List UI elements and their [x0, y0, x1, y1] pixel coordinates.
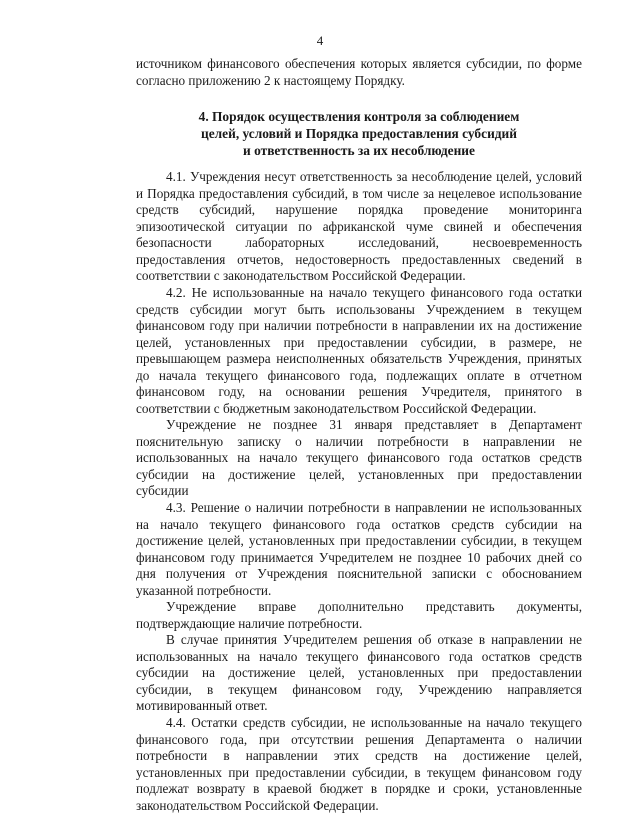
paragraph-line: В случае принятия Учредителем решения об отказе в направлении не [166, 632, 582, 647]
paragraph-refusal [136, 632, 582, 715]
paragraph-4-3 [136, 500, 582, 599]
paragraph-line: предоставления отчетов, недостоверность предоставленных сведений в [136, 251, 582, 267]
intro-line: согласно приложению 2 к настоящему Порядку. [136, 72, 405, 88]
paragraph-line: указанной потребности. [136, 582, 272, 598]
paragraph-line: на начало текущего финансового года остатков средств субсидии на [136, 516, 582, 532]
intro-line: источником финансового обеспечения которых является субсидии, по форме [136, 56, 582, 71]
paragraph-line: и Порядка предоставления субсидий, в том числе за нецелевое использование [136, 185, 582, 201]
paragraph-line: субсидии на достижение целей, установленных при предоставлении [136, 466, 582, 482]
paragraph-line: мотивированный ответ. [136, 698, 268, 714]
paragraph-line: финансового года, при отсутствии решения Департамента о наличии [136, 731, 582, 747]
paragraph-explanatory-note [136, 417, 582, 500]
section-heading [136, 108, 582, 159]
paragraph-line: 4.2. Не использованные на начало текущего финансового года остатки [166, 285, 582, 300]
paragraph-line: установленных при предоставлении субсидии, в текущем финансовом году [136, 764, 582, 780]
paragraph-line: 4.4. Остатки средств субсидии, не использованные на начало текущего [166, 715, 582, 730]
paragraph-line: целей, установленных при предоставлении субсидии, в размере, не [136, 334, 582, 350]
paragraph-line: соответствии с бюджетным законодательством Российской Федерации. [136, 400, 537, 416]
paragraph-4-2 [136, 285, 582, 417]
heading-line: 4. Порядок осуществления контроля за соблюдением [198, 109, 520, 124]
paragraph-line: пояснительную записку о наличии потребности в направлении не [136, 433, 582, 449]
paragraph-line: использованных на начало текущего финансового года остатков средств [136, 450, 582, 466]
paragraph-line: потребности в направлении этих средств на достижение целей, [136, 748, 582, 764]
paragraph-line: 4.1. Учреждения несут ответственность за несоблюдение целей, условий [166, 169, 582, 184]
paragraph-line: Учреждение не позднее 31 января представляет в Департамент [166, 417, 582, 432]
paragraph-line: средств субсидий, нарушение порядка проведение мониторинга [136, 202, 582, 218]
paragraph-line: финансовом году, на основании решения Учредителя, принятого в [136, 384, 582, 400]
paragraph-line: финансовом году принимается Учредителем не позднее 10 рабочих дней со [136, 549, 582, 565]
paragraph-4-4 [136, 715, 582, 814]
paragraph-line: 4.3. Решение о наличии потребности в направлении не использованных [166, 500, 582, 515]
paragraph-4-1 [136, 169, 582, 285]
paragraph-line: средств субсидии могут быть использованы Учреждением в текущем [136, 301, 582, 317]
paragraph-line: превышающем размера неисполненных обязательств Учреждения, принятых [136, 351, 582, 367]
paragraph-line: субсидии, в текущем финансовом году, Учреждению направляется [136, 681, 582, 697]
paragraph-line: финансовом году при наличии потребности в направлении их на достижение [136, 318, 582, 334]
paragraph-additional-docs [136, 599, 582, 632]
paragraph-line: субсидии [136, 483, 189, 499]
paragraph-line: эпизоотической ситуации по африканской чуме свиней и обеспечения [136, 218, 582, 234]
paragraph-line: законодательством Российской Федерации. [136, 797, 379, 813]
paragraph-line: использованных на начало текущего финансового года остатков средств [136, 648, 582, 664]
paragraph-line: дня получения от Учреждения пояснительной записки с обоснованием [136, 566, 582, 582]
paragraph-line: достижение целей, установленных при предоставлении субсидии, в текущем [136, 533, 582, 549]
paragraph-line: субсидии на достижение целей, установленных при предоставлении [136, 665, 582, 681]
page-number: 4 [316, 33, 324, 48]
paragraph-line: соответствии с законодательством Российской Федерации. [136, 268, 466, 284]
heading-line: целей, условий и Порядка предоставления субсидий [201, 126, 517, 141]
paragraph-line: Учреждение вправе дополнительно представить документы, [166, 599, 582, 614]
intro-text [136, 56, 582, 89]
paragraph-line: до начала текущего финансового года, подлежащих оплате в отчетном [136, 367, 582, 383]
paragraph-line: безопасности лабораторных исследований, несвоевременность [136, 235, 582, 251]
heading-line: и ответственность за их несоблюдение [243, 143, 475, 158]
paragraph-line: подлежат возврату в краевой бюджет в порядке и сроки, установленные [136, 781, 582, 797]
paragraph-line: подтверждающие наличие потребности. [136, 615, 363, 631]
